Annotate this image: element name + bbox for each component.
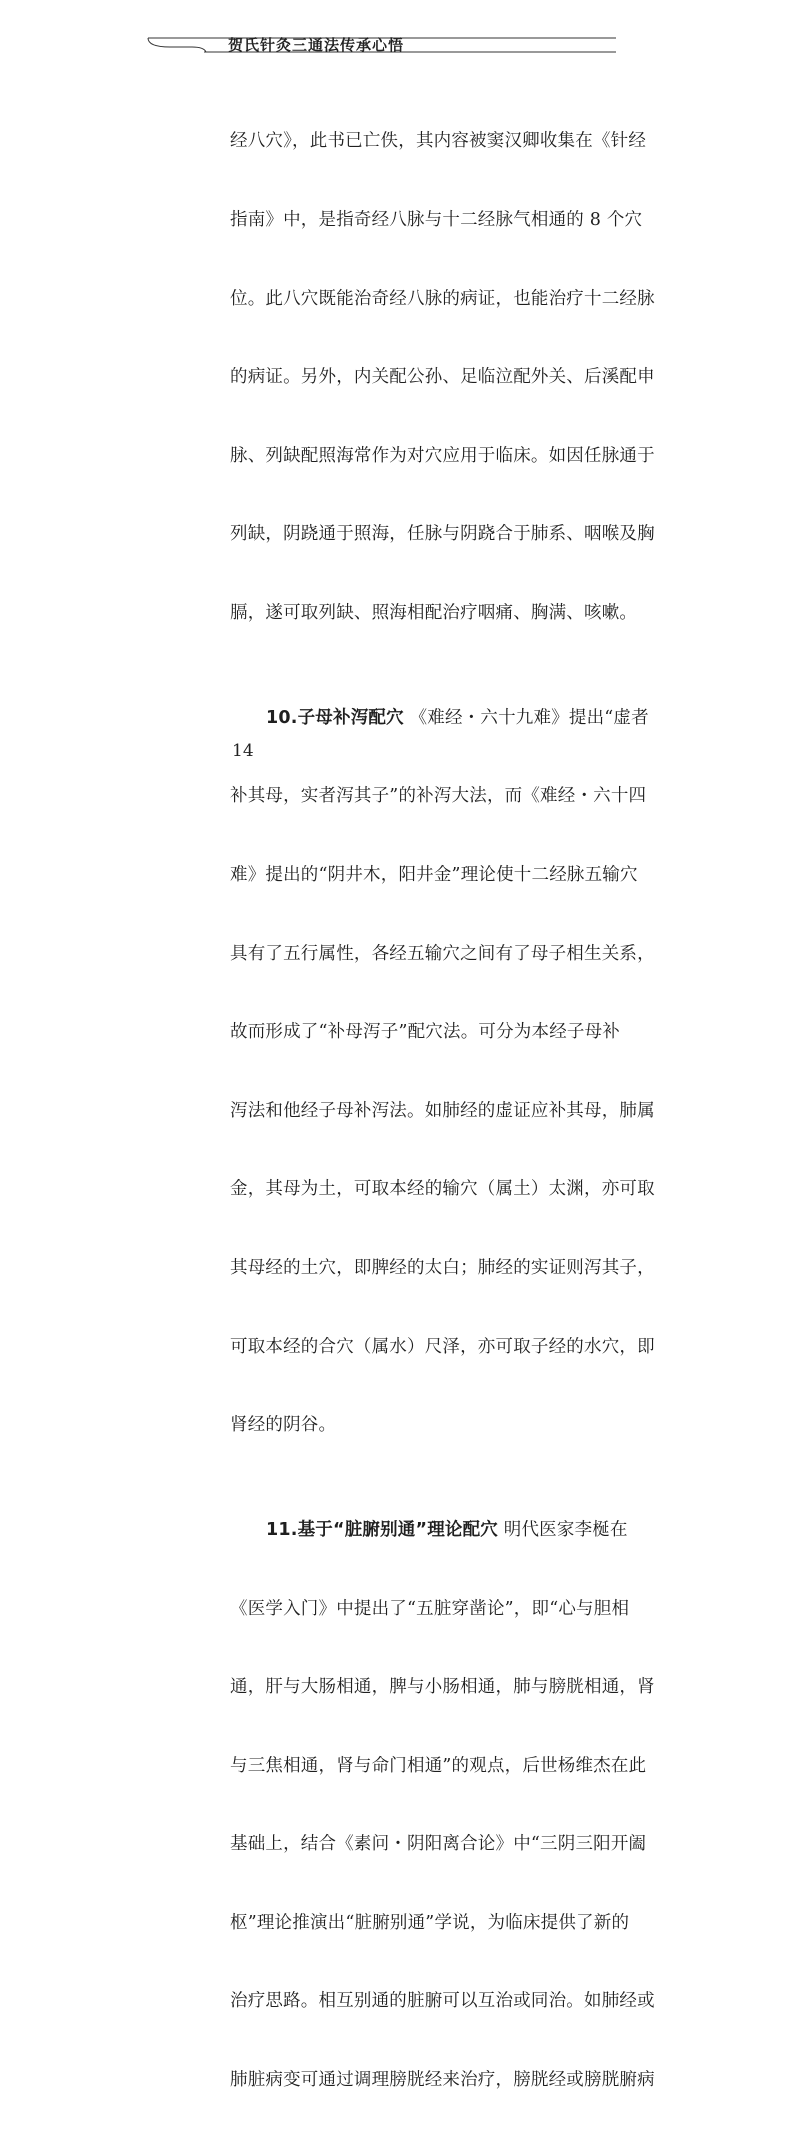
text-line: 治疗思路。相互别通的脏腑可以互治或同治。如肺经或	[230, 1991, 655, 2012]
text-line: 补其母，实者泻其子”的补泻大法，而《难经・六十四	[230, 786, 647, 807]
text-line: 《医学入门》中提出了“五脏穿凿论”，即“心与胆相	[230, 1598, 630, 1619]
section-heading-line	[230, 705, 649, 731]
text-line: 膈，遂可取列缺、照海相配治疗咽痛、胸满、咳嗽。	[230, 602, 638, 623]
running-header-title: 贺氏针灸三通法传承心悟	[228, 36, 405, 54]
text-line: 与三焦相通，肾与命门相通”的观点，后世杨维杰在此	[230, 1755, 647, 1776]
section-lead-text: 《难经・六十九难》提出“虚者	[409, 707, 649, 728]
text-line: 枢”理论推演出“脏腑别通”学说，为临床提供了新的	[230, 1912, 630, 1933]
section-lead-text: 明代医家李梴在	[503, 1519, 628, 1540]
body-text	[230, 76, 655, 2146]
section-title-11: 11.基于“脏腑别通”理论配穴	[266, 1519, 499, 1540]
text-line: 难》提出的“阴井木，阳井金”理论使十二经脉五输穴	[230, 864, 638, 885]
text-line: 肾经的阴谷。	[230, 1415, 337, 1436]
section-title-10: 10.子母补泻配穴	[266, 707, 404, 728]
text-line: 位。此八穴既能治奇经八脉的病证，也能治疗十二经脉	[230, 288, 655, 309]
text-line: 指南》中，是指奇经八脉与十二经脉气相通的 8 个穴	[230, 210, 643, 230]
text-line: 具有了五行属性，各经五输穴之间有了母子相生关系，	[230, 943, 655, 964]
page-number: 14	[232, 741, 254, 761]
text-line: 泻法和他经子母补泻法。如肺经的虚证应补其母，肺属	[230, 1100, 655, 1121]
text-line: 经八穴》，此书已亡佚，其内容被窦汉卿收集在《针经	[230, 131, 647, 152]
text-line: 其母经的土穴，即脾经的太白；肺经的实证则泻其子，	[230, 1257, 655, 1278]
text-line: 金，其母为土，可取本经的输穴（属土）太渊，亦可取	[230, 1179, 655, 1200]
text-line: 故而形成了“补母泻子”配穴法。可分为本经子母补	[230, 1022, 620, 1043]
text-line: 脉、列缺配照海常作为对穴应用于临床。如因任脉通于	[230, 445, 655, 466]
running-header	[0, 0, 800, 70]
text-line: 基础上，结合《素问・阴阳离合论》中“三阴三阳开阖	[230, 1834, 647, 1855]
text-line: 可取本经的合穴（属水）尺泽，亦可取子经的水穴，即	[230, 1336, 655, 1357]
text-line: 的病证。另外，内关配公孙、足临泣配外关、后溪配申	[230, 367, 655, 388]
text-line: 列缺，阴跷通于照海，任脉与阴跷合于肺系、咽喉及胸	[230, 524, 655, 545]
section-heading-line	[230, 1517, 628, 1543]
text-line: 肺脏病变可通过调理膀胱经来治疗，膀胱经或膀胱腑病	[230, 2070, 655, 2091]
text-line: 通，肝与大肠相通，脾与小肠相通，肺与膀胱相通，肾	[230, 1677, 655, 1698]
